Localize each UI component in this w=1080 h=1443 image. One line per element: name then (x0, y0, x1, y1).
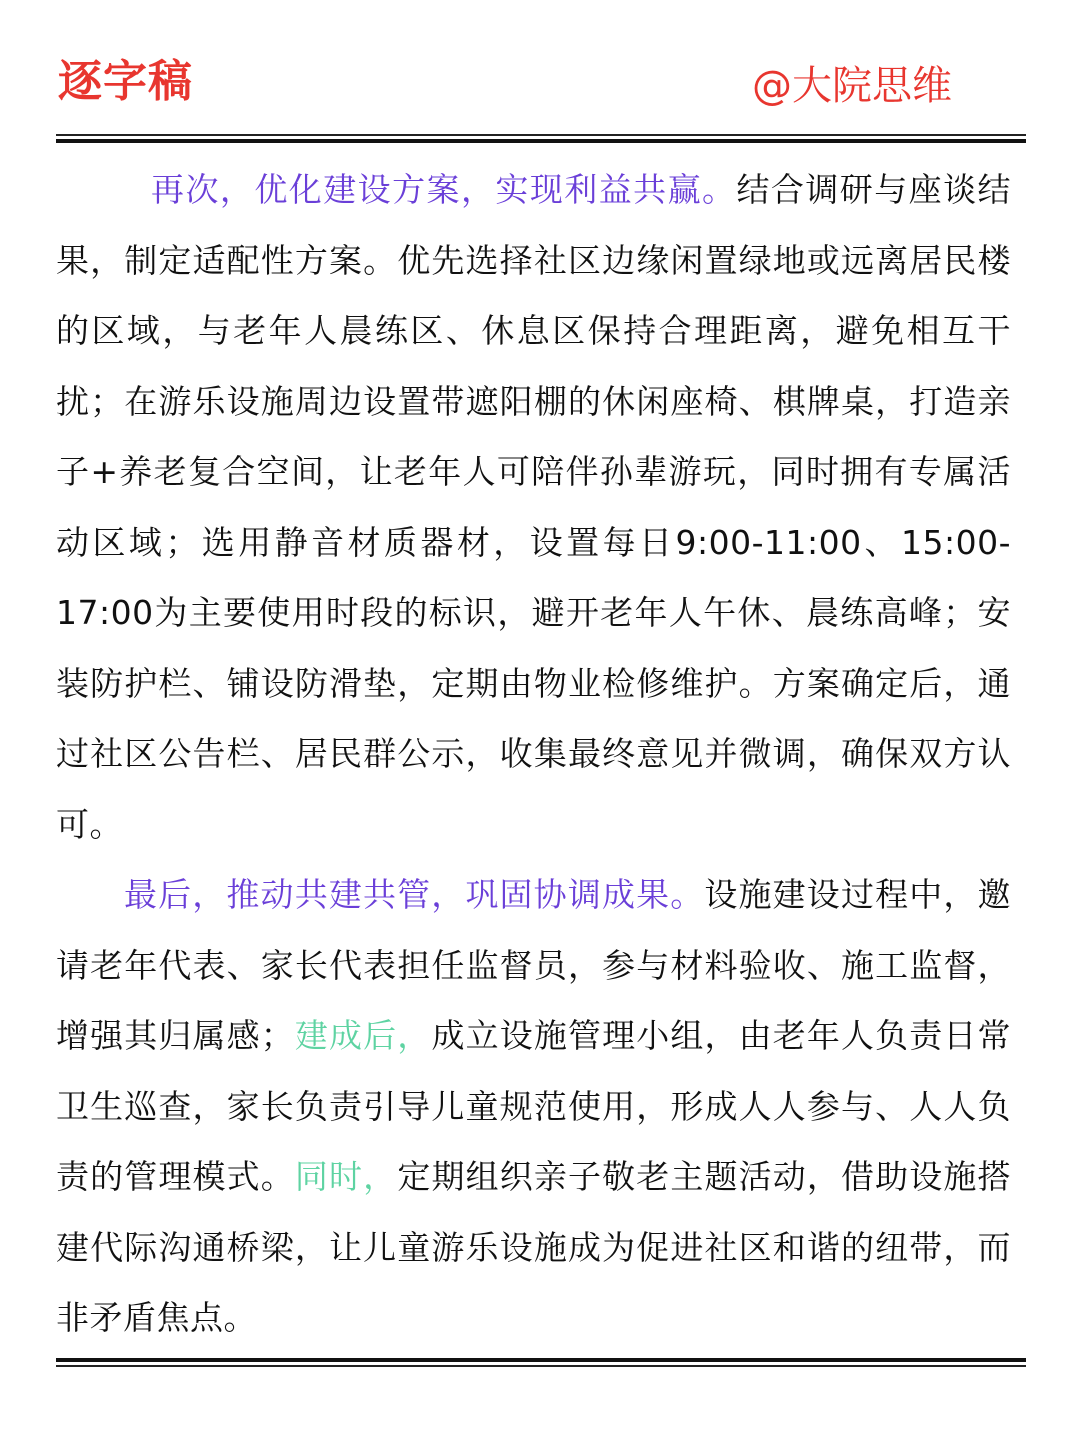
paragraph-2-body-b: 成立设施管理小组，由老年人负责日常卫生巡查，家长负责引导儿童规范使用，形成人人参与、人人负责的管理模式。 (56, 1016, 1012, 1196)
paragraph-2-marker-1: 建成后， (294, 1016, 432, 1055)
page-title: 逐字稿 (58, 56, 193, 107)
top-divider (56, 134, 1026, 143)
paragraph-2-lead: 最后，推动共建共管，巩固协调成果。 (124, 875, 705, 914)
paragraph-1 (56, 155, 1011, 860)
paragraph-2-body-a: 设施建设过程中，邀请老年代表、家长代表担任监督员，参与材料验收、施工监督，增强其归属感； (56, 875, 1012, 1055)
paragraph-1-lead: 再次，优化建设方案，实现利益共赢。 (151, 170, 737, 209)
paragraph-2-marker-2: 同时， (294, 1157, 398, 1196)
paragraph-2-body-c: 定期组织亲子敬老主题活动，借助设施搭建代际沟通桥梁，让儿童游乐设施成为促进社区和谐的纽带，而非矛盾焦点。 (56, 1157, 1012, 1337)
author-handle: @大院思维 (752, 63, 952, 109)
bottom-divider (56, 1358, 1026, 1367)
paragraph-1-body: 结合调研与座谈结果，制定适配性方案。优先选择社区边缘闲置绿地或远离居民楼的区域，与老年人晨练区、休息区保持合理距离，避免相互干扰；在游乐设施周边设置带遮阳棚的休闲座椅、棋牌桌，打造亲子+养老复合空间，让老年人可陪伴孙辈游玩，同时拥有专属活动区域；选用静音材质器材，设置每日9:00-11:00、15:00-17:00为主要使用时段的标识，避开老年人午休、晨练高峰；安装防护栏、铺设防滑垫，定期由物业检修维护。方案确定后，通过社区公告栏、居民群公示，收集最终意见并微调，确保双方认可。 (56, 170, 1011, 844)
paragraph-2 (56, 860, 1011, 1354)
